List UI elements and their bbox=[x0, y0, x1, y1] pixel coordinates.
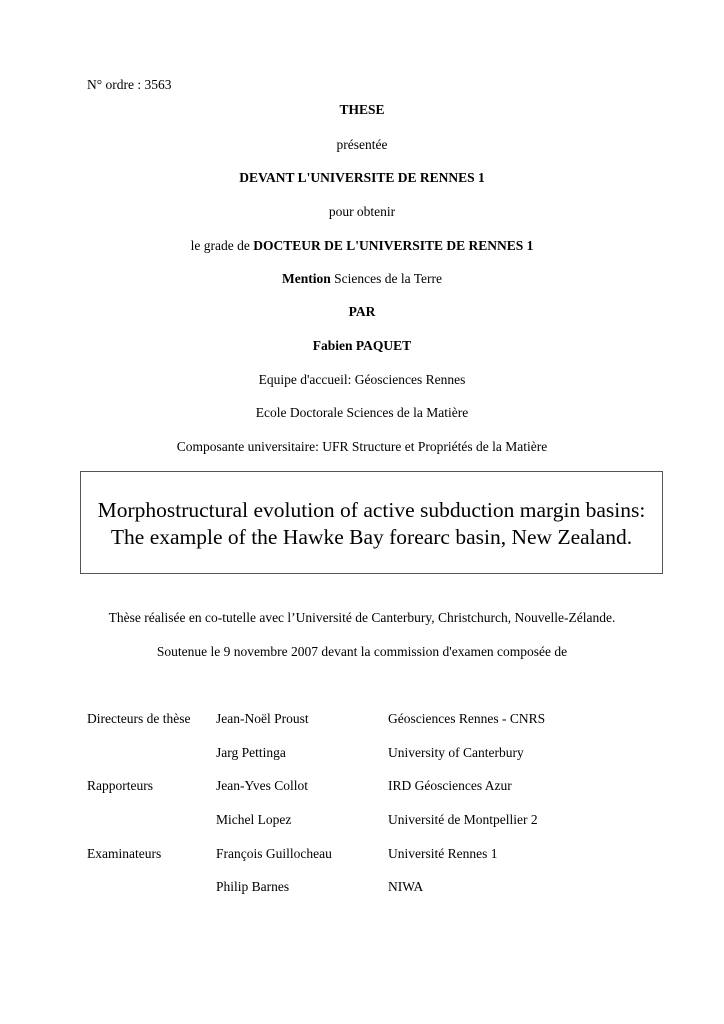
jury-member-name: François Guillocheau bbox=[216, 846, 332, 861]
university-heading: DEVANT L'UNIVERSITE DE RENNES 1 bbox=[239, 170, 485, 185]
jury-institution: University of Canterbury bbox=[388, 745, 524, 760]
grade-prefix: le grade de bbox=[190, 238, 254, 253]
jury-row bbox=[0, 778, 724, 796]
mention-line bbox=[0, 271, 724, 287]
jury-institution: Université Rennes 1 bbox=[388, 846, 498, 861]
jury-row bbox=[0, 711, 724, 729]
jury-member-name: Jean-Yves Collot bbox=[216, 778, 309, 793]
grade-title: DOCTEUR DE L'UNIVERSITE DE RENNES 1 bbox=[253, 238, 534, 253]
mention-label: Mention bbox=[282, 271, 331, 286]
thesis-title-line-2: The example of the Hawke Bay forearc basin, New Zealand. bbox=[110, 525, 633, 549]
author-name: Fabien PAQUET bbox=[312, 338, 412, 353]
pour-obtenir-text: pour obtenir bbox=[328, 204, 396, 219]
jury-institution: NIWA bbox=[388, 879, 424, 894]
composante-universitaire: Composante universitaire: UFR Structure et Propriétés de la Matière bbox=[176, 439, 548, 454]
jury-row bbox=[0, 812, 724, 830]
ecole-doctorale: Ecole Doctorale Sciences de la Matière bbox=[255, 405, 469, 420]
order-number: N° ordre : 3563 bbox=[87, 77, 172, 92]
jury-institution: Géosciences Rennes - CNRS bbox=[388, 711, 546, 726]
jury-member-name: Jarg Pettinga bbox=[216, 745, 286, 760]
these-heading: THESE bbox=[339, 102, 385, 117]
jury-role: Directeurs de thèse bbox=[87, 711, 191, 726]
presentee-text: présentée bbox=[336, 137, 388, 152]
mention-value: Sciences de la Terre bbox=[330, 271, 442, 286]
jury-institution: Université de Montpellier 2 bbox=[388, 812, 538, 827]
equipe-accueil: Equipe d'accueil: Géosciences Rennes bbox=[258, 372, 466, 387]
jury-role: Rapporteurs bbox=[87, 778, 153, 793]
jury-member-name: Philip Barnes bbox=[216, 879, 290, 894]
jury-institution: IRD Géosciences Azur bbox=[388, 778, 512, 793]
jury-member-name: Michel Lopez bbox=[216, 812, 292, 827]
par-heading: PAR bbox=[348, 304, 376, 319]
jury-member-name: Jean-Noël Proust bbox=[216, 711, 309, 726]
cotutelle-text: Thèse réalisée en co-tutelle avec l’Université de Canterbury, Christchurch, Nouvelle-Zélande. bbox=[108, 610, 616, 625]
jury-row bbox=[0, 879, 724, 897]
jury-role: Examinateurs bbox=[87, 846, 162, 861]
grade-line bbox=[0, 238, 724, 254]
jury-row bbox=[0, 745, 724, 763]
jury-row bbox=[0, 846, 724, 864]
soutenance-text: Soutenue le 9 novembre 2007 devant la commission d'examen composée de bbox=[156, 644, 568, 659]
thesis-title-box bbox=[80, 471, 663, 574]
thesis-title-line-1: Morphostructural evolution of active subduction margin basins: bbox=[97, 498, 646, 522]
